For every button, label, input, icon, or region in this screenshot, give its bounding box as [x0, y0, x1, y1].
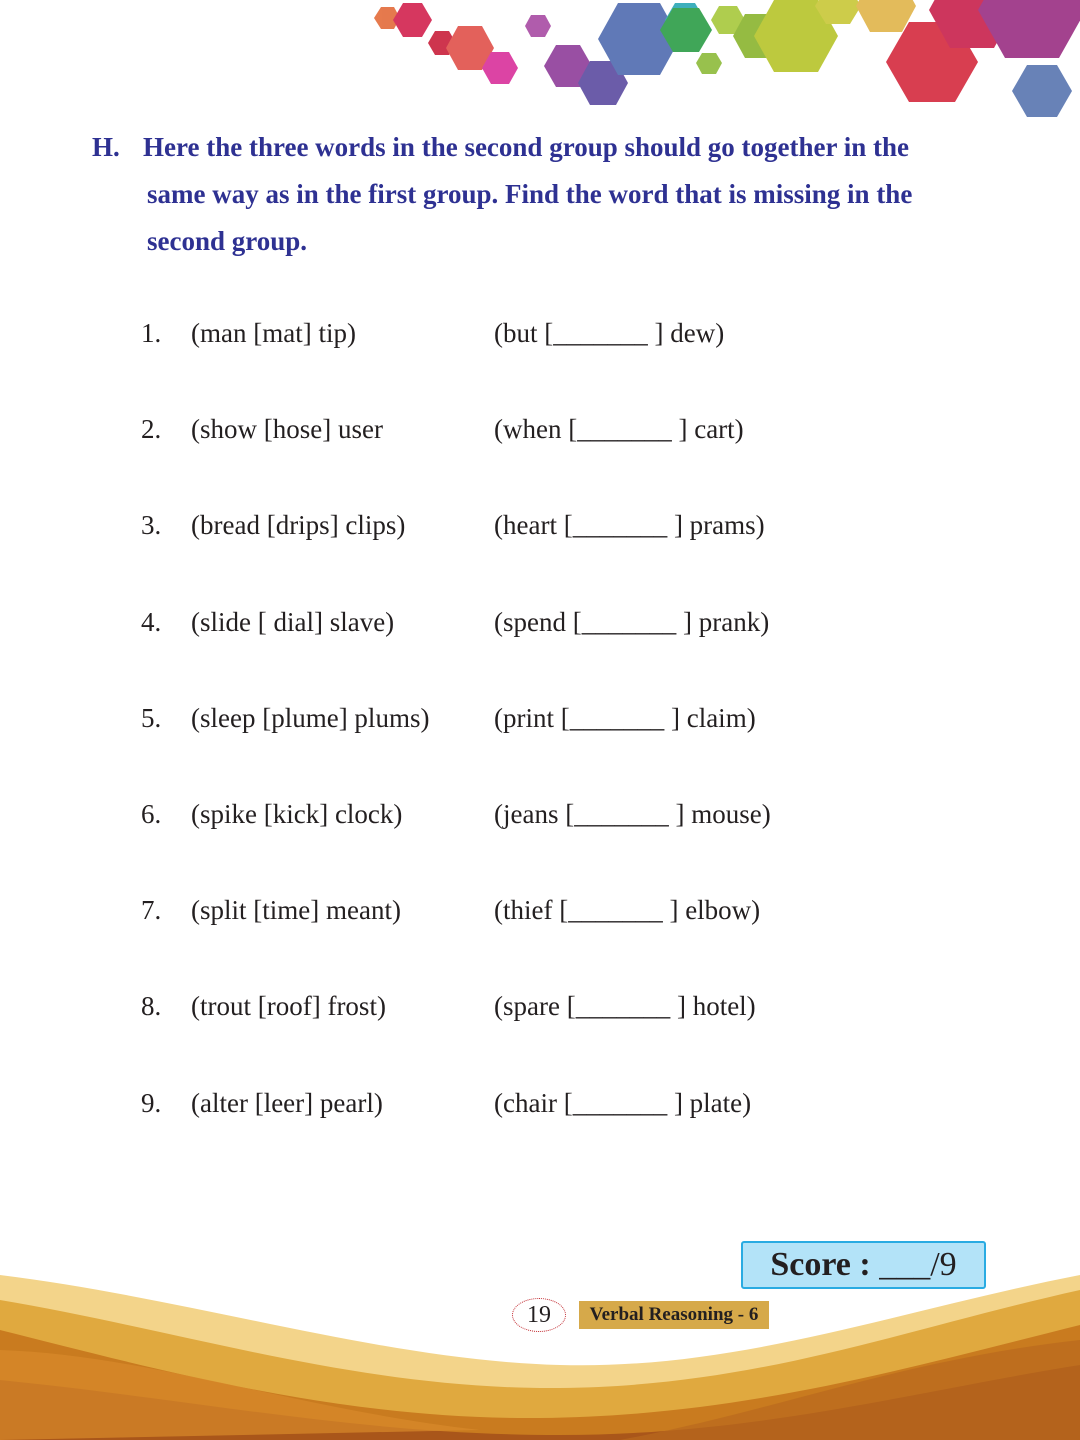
question-row [0, 510, 1080, 560]
first-group: (spike [kick] clock) [191, 799, 403, 829]
question-number: 2. [141, 414, 162, 444]
second-group-answer-blank[interactable]: (heart [_______ ] prams) [494, 510, 765, 540]
question-row [0, 799, 1080, 849]
second-group-answer-blank[interactable]: (when [_______ ] cart) [494, 414, 744, 444]
question-number: 7. [141, 895, 162, 925]
hexagon-decoration [0, 0, 1080, 130]
score-value[interactable]: ___/9 [879, 1246, 957, 1283]
second-group-answer-blank[interactable]: (spend [_______ ] prank) [494, 607, 770, 637]
question-row [0, 607, 1080, 657]
second-group-answer-blank[interactable]: (thief [_______ ] elbow) [494, 895, 761, 925]
question-number: 5. [141, 703, 162, 733]
question-row [0, 991, 1080, 1041]
question-number: 8. [141, 991, 162, 1021]
question-number: 4. [141, 607, 162, 637]
question-row [0, 895, 1080, 945]
book-title: Verbal Reasoning - 6 [579, 1301, 769, 1329]
second-group-answer-blank[interactable]: (chair [_______ ] plate) [494, 1088, 752, 1118]
question-row [0, 1088, 1080, 1138]
first-group: (trout [roof] frost) [191, 991, 386, 1021]
score-box [741, 1241, 986, 1289]
first-group: (sleep [plume] plums) [191, 703, 430, 733]
first-group: (bread [drips] clips) [191, 510, 406, 540]
question-number: 6. [141, 799, 162, 829]
instruction [92, 124, 1002, 265]
first-group: (split [time] meant) [191, 895, 401, 925]
first-group: (man [mat] tip) [191, 318, 356, 348]
question-row [0, 414, 1080, 464]
wave-decoration [0, 1270, 1080, 1440]
question-number: 1. [141, 318, 162, 348]
question-row [0, 703, 1080, 753]
first-group: (alter [leer] pearl) [191, 1088, 383, 1118]
second-group-answer-blank[interactable]: (jeans [_______ ] mouse) [494, 799, 771, 829]
second-group-answer-blank[interactable]: (spare [_______ ] hotel) [494, 991, 756, 1021]
question-row [0, 318, 1080, 368]
section-letter: H. [92, 132, 120, 162]
score-label: Score : [770, 1246, 871, 1283]
instruction-line-3: second group. [147, 226, 308, 256]
question-number: 3. [141, 510, 162, 540]
first-group: (show [hose] user [191, 414, 383, 444]
second-group-answer-blank[interactable]: (print [_______ ] claim) [494, 703, 756, 733]
first-group: (slide [ dial] slave) [191, 607, 395, 637]
instruction-line-1: Here the three words in the second group should go together in the [143, 132, 910, 162]
instruction-line-2: same way as in the first group. Find the word that is missing in the [147, 179, 913, 209]
question-number: 9. [141, 1088, 162, 1118]
second-group-answer-blank[interactable]: (but [_______ ] dew) [494, 318, 725, 348]
page-number: 19 [512, 1298, 566, 1332]
